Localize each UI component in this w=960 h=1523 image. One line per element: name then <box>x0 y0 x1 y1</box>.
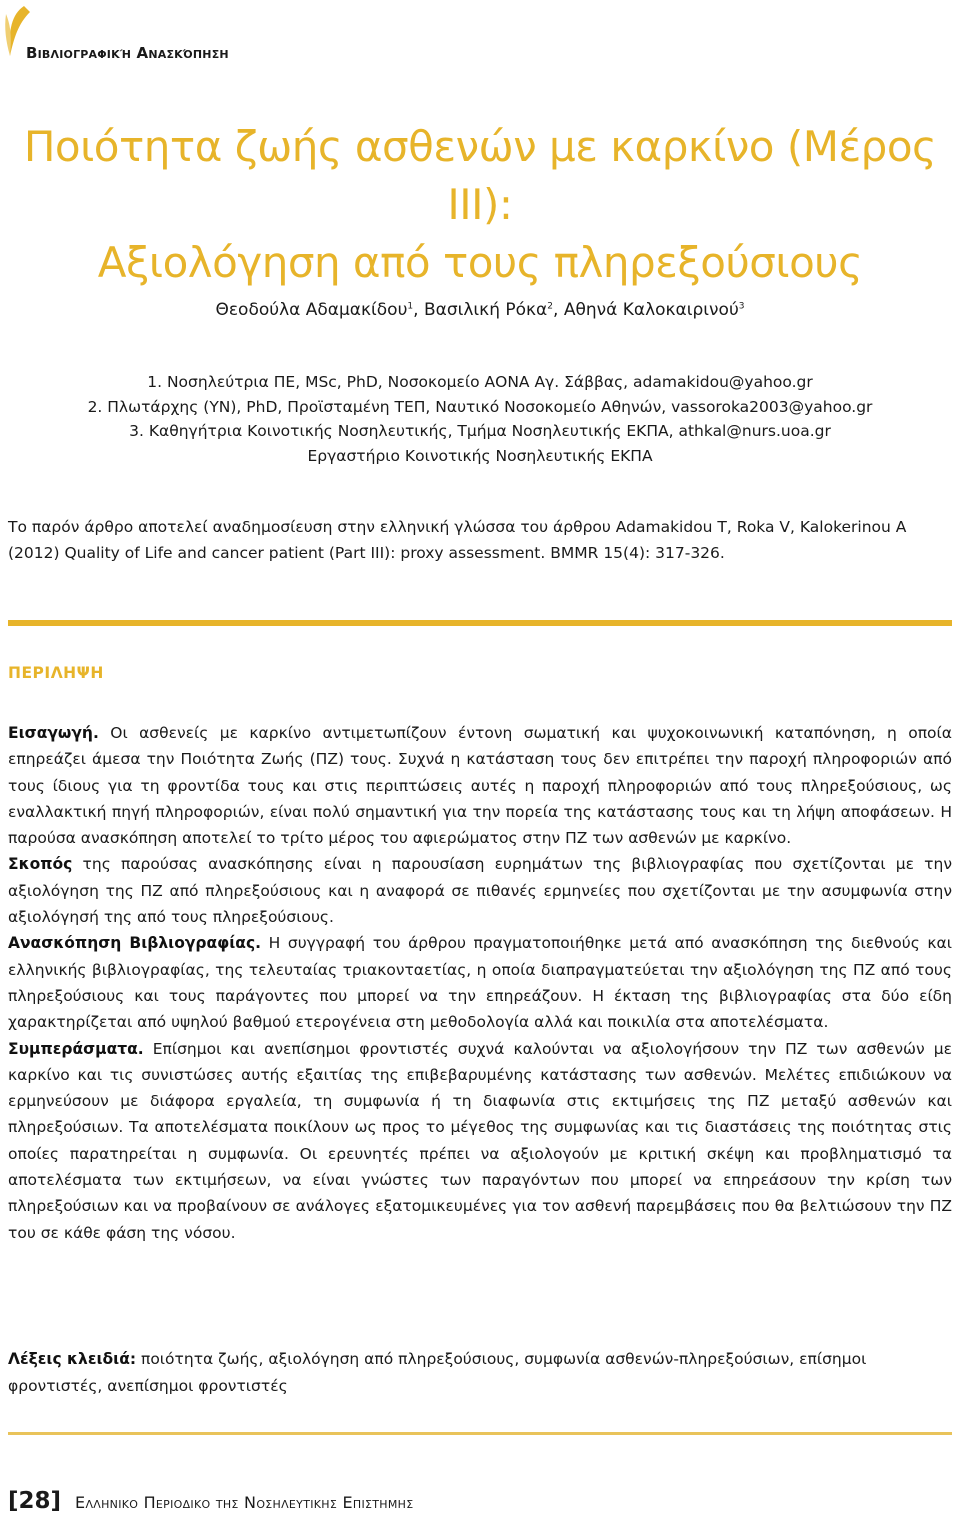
review-text: Η συγγραφή του άρθρου πραγματοποιήθηκε μετά από ανασκόπηση της διεθνούς και ελληνικής βιβλιογραφίας, της τελευταίας τριακονταετίας, η οποία διαπραγματεύεται την αξιολόγηση της ΠΖ από τους πληρεξούσιους και τους παράγοντες που μπορεί να την επηρεάζουν. Η έκταση της βιβλιογραφίας στα δύο είδη χαρακτηρίζεται από υψηλού βαθμού ετερογένεια στη μεθοδολογία αλλά και ποικιλία στα αποτελέσματα. <box>8 934 953 1032</box>
aim-label: Σκοπός <box>8 855 73 874</box>
republication-note: Το παρόν άρθρο αποτελεί αναδημοσίευση στην ελληνική γλώσσα του άρθρου Adamakidou T, Roka V, Kalokerinou A (2012) Quality of Life and cancer patient (Part III): proxy assessment. BMMR 15(4): 317-326. <box>8 518 907 562</box>
journal-name: Ελληνικο Περιοδικο της Νοσηλευτικης Επιστημης <box>75 1493 414 1512</box>
conclusions-text: Επίσημοι και ανεπίσημοι φροντιστές συχνά καλούνται να αξιολογήσουν την ΠΖ των ασθενών με καρκίνο και τις συνιστώσες αυτής εξαιτίας της επιβεβαρυμένης κατάστασης των ασθενών. Μελέτες επιδιώκουν να ερμηνεύσουν με διάφορα εργαλεία, τη συμφωνία ή τη διαφωνία στις εκτιμήσεις της ΠΖ μεταξύ ασθενών και πληρεξούσιων. Τα αποτελέσματα ποικίλουν ως προς το μέγεθος της συμφωνίας και τις διαστάσεις της ποιότητας στις οποίες παρατηρείται η συμφωνία. Οι ερευνητές πρέπει να αξιολογούν με κριτική σκέψη και προβληματισμό τα αποτελέσματα των εκτιμήσεων, να είναι γνώστες των παραγόντων που μπορεί να επηρεάσουν την κρίση των πληρεξούσιων και να προβαίνουν σε ανάλογες εξατομικευμένες για τον ασθενή παρεμβάσεις που θα βελτιώσουν την ΠΖ του σε κάθε φάση της νόσου. <box>8 1039 952 1242</box>
conclusions-label: Συμπεράσματα. <box>8 1039 144 1058</box>
keywords <box>8 1346 952 1400</box>
intro-text: Οι ασθενείς με καρκίνο αντιμετωπίζουν έντονη σωματική και ψυχοκοινωνική καταπόνηση, η οποία επηρεάζει άμεσα την Ποιότητα Ζωής (ΠΖ) τους. Συχνά η κατάσταση τους δεν επιτρέπει την παροχή πληροφοριών από τους ίδιους για τη φροντίδα τους και στις περιπτώσεις αυτές η παροχή πληροφοριών από τους πληρεξούσιους, ως εναλλακτική πηγή πληροφοριών, είναι πολύ σημαντική για την πορεία της κατάστασης τους και τη λήψη αποφάσεων. Η παρούσα ανασκόπηση αποτελεί το τρίτο μέρος του αφιερώματος στην ΠΖ των ασθενών με καρκίνο. <box>8 724 952 848</box>
aim-text: της παρούσας ανασκόπησης είναι η παρουσίαση ευρημάτων της βιβλιογραφίας που σχετίζονται με την αξιολόγηση της ΠΖ από πληρεξούσιους και η αναφορά σε πιθανές ερμηνείες που σχετίζονται με την ασυμφωνία στην αξιολόγησή της από τους πληρεξούσιους. <box>8 855 952 927</box>
divider-bottom <box>8 1432 952 1435</box>
title-line-1: Ποιότητα ζωής ασθενών με καρκίνο (Μέρος ΙΙΙ): <box>23 122 937 229</box>
affiliation-4: Εργαστήριο Κοινοτικής Νοσηλευτικής ΕΚΠΑ <box>307 446 653 465</box>
affiliation-2: 2. Πλωτάρχης (ΥΝ), PhD, Προϊσταμένη ΤΕΠ, Ναυτικό Νοσοκομείο Αθηνών, vassoroka2003@yahoo.gr <box>87 397 873 416</box>
review-label: Ανασκόπηση Βιβλιογραφίας. <box>8 934 262 953</box>
divider-top <box>8 620 952 626</box>
author-list: Θεοδούλα Αδαμακίδου$^1$, Βασιλική Ρόκα$^2$, Αθηνά Καλοκαιρινού$^3$ <box>215 300 745 320</box>
abstract-intro <box>8 720 952 851</box>
author-1-affil: 1 <box>407 301 414 312</box>
section-label: Βιβλιογραφική Ανασκόπηση <box>26 44 229 62</box>
page-number: [28] <box>8 1488 62 1514</box>
abstract-heading: ΠΕΡΙΛΗΨΗ <box>8 664 104 682</box>
title-line-2: Αξιολόγηση από τους πληρεξούσιους <box>97 238 863 287</box>
author-2: Βασιλική Ρόκα <box>423 300 548 320</box>
intro-label: Εισαγωγή. <box>8 724 99 742</box>
page-footer <box>8 1488 413 1514</box>
abstract-review <box>8 930 952 1035</box>
author-3-affil: 3 <box>738 301 745 312</box>
author-2-affil: 2 <box>547 301 553 312</box>
abstract-conclusions <box>8 1036 952 1246</box>
keywords-label: Λέξεις κλειδιά: <box>8 1350 137 1368</box>
affiliations <box>0 370 960 468</box>
affiliation-3: 3. Καθηγήτρια Κοινοτικής Νοσηλευτικής, Τμήμα Νοσηλευτικής ΕΚΠΑ, athkal@nurs.uoa.gr <box>129 422 831 440</box>
author-1: Θεοδούλα Αδαμακίδου <box>215 300 408 320</box>
article-title <box>0 118 960 292</box>
keywords-text: ποιότητα ζωής, αξιολόγηση από πληρεξούσιους, συμφωνία ασθενών-πληρεξούσιων, επίσημοι φροντιστές, ανεπίσημοι φροντιστές <box>8 1350 867 1395</box>
abstract-aim <box>8 851 952 930</box>
author-3: Αθηνά Καλοκαιρινού <box>563 300 739 320</box>
affiliation-1: 1. Νοσηλεύτρια ΠΕ, MSc, PhD, Νοσοκομείο ΑΟΝΑ Αγ. Σάββας, adamakidou@yahoo.gr <box>147 373 813 391</box>
abstract-body <box>8 720 952 1246</box>
